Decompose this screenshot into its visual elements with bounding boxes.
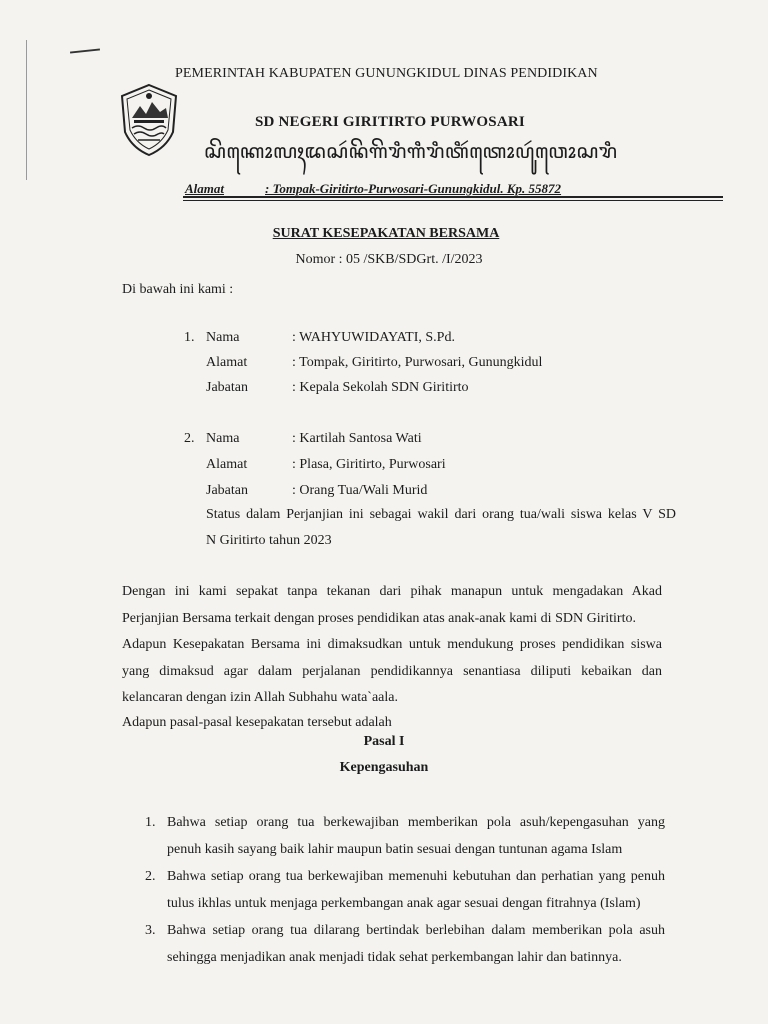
regency-emblem-icon: [116, 82, 182, 158]
document-number: Nomor : 05 /SKB/SDGrt. /I/2023: [295, 252, 483, 267]
letterhead-rule-thin: [183, 200, 723, 201]
list-item: 3. Bahwa setiap orang tua dilarang bertindak berlebihan dalam memberikan pola asuh sehingga menjadikan anak menjadi tidak sehat perkembangan lahir dan batinnya.: [145, 923, 665, 965]
party-address-row: Alamat : Tompak, Giritirto, Purwosari, Gunungkidul: [206, 355, 543, 370]
list-item: 2. Bahwa setiap orang tua berkewajiban memenuhi kebutuhan dan perhatian yang penuh tulus ikhlas untuk menjaga perkembangan anak agar sesuai dengan fitrahnya (Islam): [145, 869, 665, 911]
address-value: : Tompak-Giritirto-Purwosari-Gunungkidul. Kp. 55872: [265, 181, 562, 196]
address-label: Alamat: [185, 181, 225, 196]
school-name: SD NEGERI GIRITIRTO PURWOSARI: [255, 114, 525, 130]
party-name-row: Nama : WAHYUWIDAYATI, S.Pd.: [206, 330, 455, 345]
document-title: SURAT KESEPAKATAN BERSAMA: [272, 226, 500, 241]
party-number: 1.: [184, 330, 195, 345]
party-address-row: Alamat : Plasa, Giritirto, Purwosari: [206, 457, 446, 472]
pasal-clause-list: [145, 809, 665, 971]
intro-text: Di bawah ini kami :: [122, 282, 234, 297]
party-number: 2.: [184, 431, 195, 446]
party-2-status: Status dalam Perjanjian ini sebagai wakil dari orang tua/wali siswa kelas V SD N Giritirto tahun 2023: [206, 507, 676, 548]
paragraph-agreement: Dengan ini kami sepakat tanpa tekanan dari pihak manapun untuk mengadakan Akad Perjanjian Bersama terkait dengan proses pendidikan atas anak-anak kami di SDN Giritirto. Adapun Kesepakatan Bersama ini dimaksudkan untuk mendukung proses pendidikan siswa yang dimaksud agar dalam perjalanan pendidikannya senantiasa diliputi kebaikan dan kelancaran dengan izin Allah Subhahu wata`aala. Adapun pasal-pasal kesepakatan tersebut adalah: [122, 584, 662, 730]
pen-stroke-mark: [70, 48, 100, 53]
government-header: PEMERINTAH KABUPATEN GUNUNGKIDUL DINAS PENDIDIKAN: [175, 66, 598, 81]
pasal-subheading: Kepengasuhan: [339, 760, 429, 775]
letterhead-rule-thick: [183, 196, 723, 198]
party-role-row: Jabatan : Kepala Sekolah SDN Giritirto: [206, 380, 469, 395]
javanese-script-line: ꦱꦼꦏꦺꦴꦭꦃꦢꦱꦂꦤꦼꦒꦼꦫꦶꦒꦶꦫꦶꦠꦶꦂꦠꦺꦴꦥꦸꦂꦮꦺꦴꦱꦫꦶ: [204, 141, 618, 163]
pasal-heading: Pasal I: [363, 734, 405, 749]
party-role-row: Jabatan : Orang Tua/Wali Murid: [206, 483, 428, 498]
letterhead-address: [185, 181, 720, 197]
scan-margin-line: [26, 40, 27, 180]
party-name-row: Nama : Kartilah Santosa Wati: [206, 431, 422, 446]
list-item: 1. Bahwa setiap orang tua berkewajiban memberikan pola asuh/kepengasuhan yang penuh kasih sayang baik lahir maupun batin sesuai dengan tuntunan agama Islam: [145, 815, 665, 857]
